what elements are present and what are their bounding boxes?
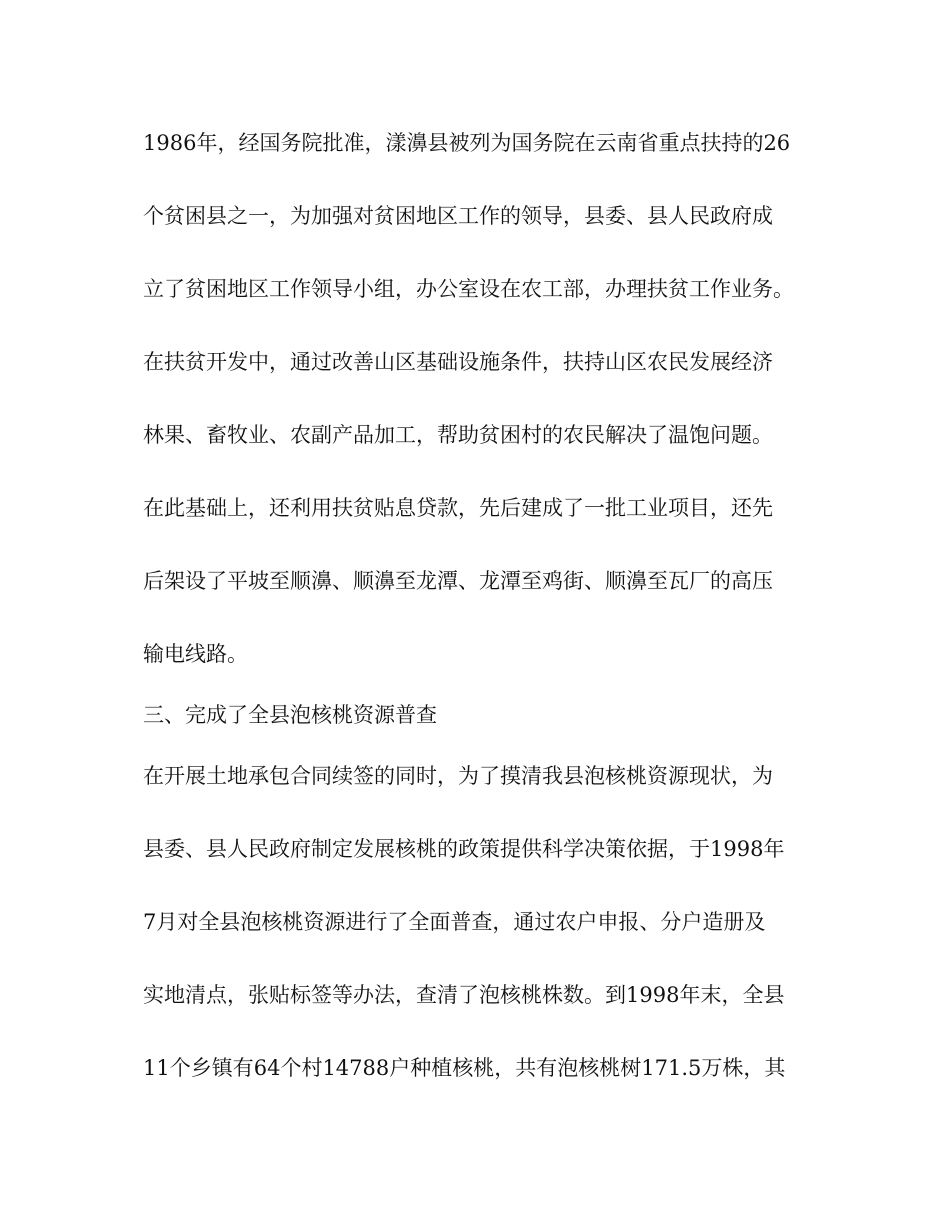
text-line: 后架设了平坡至顺濞、顺濞至龙潭、龙潭至鸡街、顺濞至瓦厂的高压	[143, 569, 773, 593]
text-line: 7月对全县泡核桃资源进行了全面普查，通过农户申报、分户造册及	[143, 910, 766, 934]
text-line: 林果、畜牧业、农副产品加工，帮助贫困村的农民解决了温饱问题。	[143, 423, 773, 447]
text-line: 县委、县人民政府制定发展核桃的政策提供科学决策依据，于1998年	[143, 837, 785, 861]
text-line: 实地清点，张贴标签等办法，查清了泡核桃株数。到1998年末，全县	[143, 983, 785, 1007]
text-line: 立了贫困地区工作领导小组，办公室设在农工部，办理扶贫工作业务。	[143, 277, 794, 301]
text-line: 在开展土地承包合同续签的同时，为了摸清我县泡核桃资源现状，为	[143, 764, 773, 788]
text-line: 11个乡镇有64个村14788户种植核桃，共有泡核桃树171.5万株，其	[143, 1056, 786, 1080]
text-line: 输电线路。	[143, 642, 248, 666]
text-line: 1986年，经国务院批准，漾濞县被列为国务院在云南省重点扶持的26	[143, 131, 791, 155]
text-line: 个贫困县之一，为加强对贫困地区工作的领导，县委、县人民政府成	[143, 204, 773, 228]
section-heading: 三、完成了全县泡核桃资源普查	[143, 703, 437, 727]
text-line: 在此基础上，还利用扶贫贴息贷款，先后建成了一批工业项目，还先	[143, 496, 773, 520]
text-line: 在扶贫开发中，通过改善山区基础设施条件，扶持山区农民发展经济	[143, 350, 773, 374]
